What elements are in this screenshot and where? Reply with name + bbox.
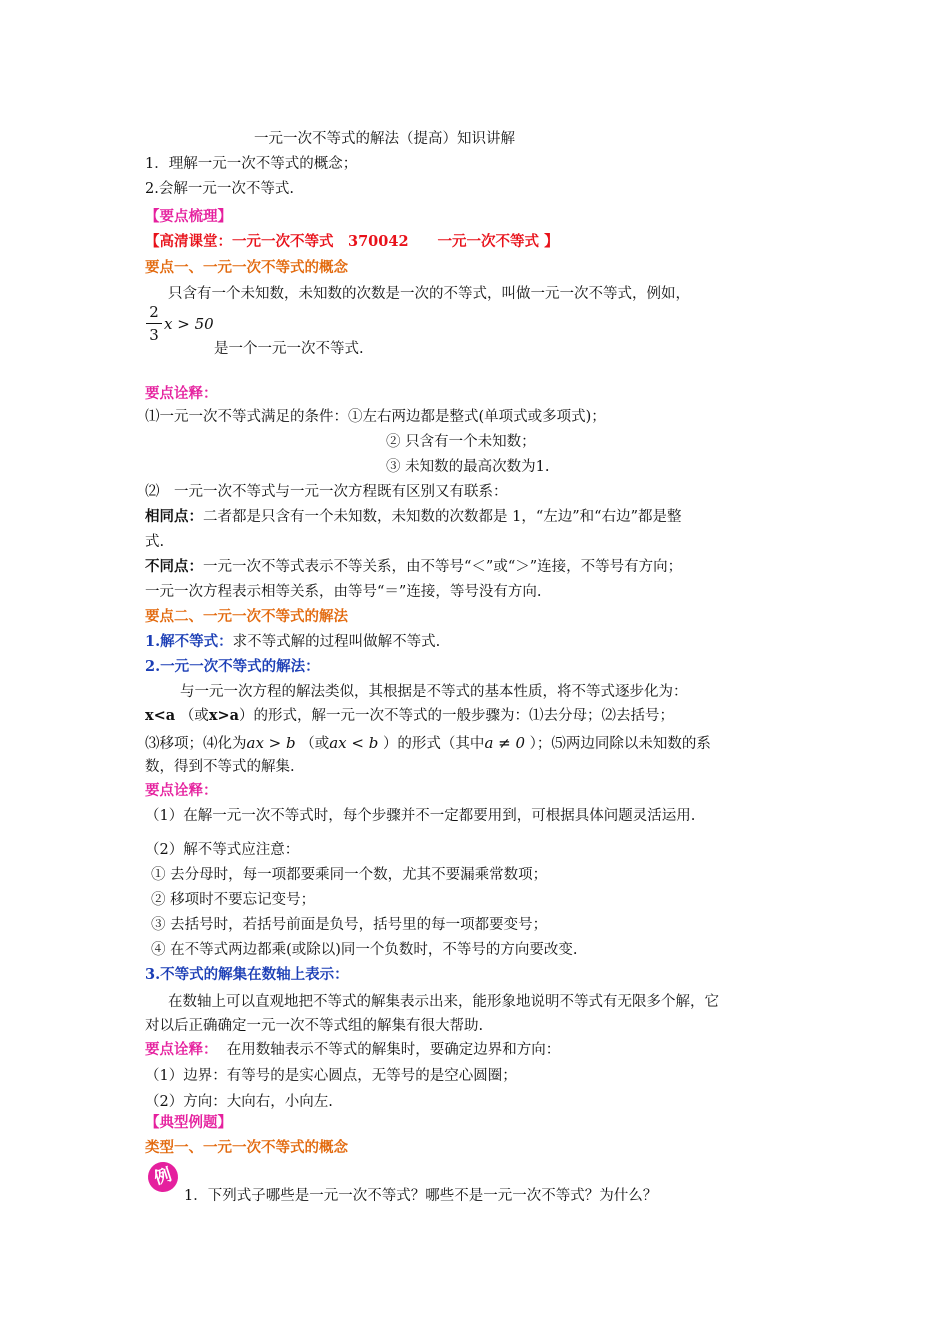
goal-2: 2.会解一元一次不等式. bbox=[145, 181, 294, 197]
method-steps-text: ）的形式，解一元一次不等式的一般步骤为：⑴去分母；⑵去括号； bbox=[239, 708, 675, 724]
note1-b: ② 只含有一个未知数； bbox=[386, 434, 536, 450]
method-label: 2.一元一次不等式的解法： bbox=[145, 658, 320, 675]
question-1: 1．下列式子哪些是一元一次不等式？哪些不是一元一次不等式？为什么？ bbox=[184, 1188, 658, 1204]
fraction-bar bbox=[146, 323, 162, 324]
method-forms-line bbox=[145, 706, 674, 726]
diff-text-cont: 一元一次方程表示相等关系，由等号“＝”连接，等号没有方向. bbox=[145, 584, 542, 600]
same-label: 相同点： bbox=[145, 508, 203, 525]
method-text: 与一元一次方程的解法类似，其根据是不等式的基本性质，将不等式逐步化为： bbox=[180, 684, 688, 700]
expr-x-gt-a: x>a bbox=[208, 707, 240, 724]
note-n3a: （1）边界：有等号的是实心圆点，无等号的是空心圆圈； bbox=[145, 1068, 517, 1084]
example-inequality: x > 50 bbox=[164, 315, 214, 333]
n3-line bbox=[145, 1040, 560, 1060]
note-n2c: ③ 去括号时，若括号前面是负号，括号里的每一项都要变号； bbox=[151, 917, 548, 933]
solve-def-text: 求不等式解的过程叫做解不等式. bbox=[232, 634, 441, 650]
n3-text: 在用数轴表示不等式的解集时，要确定边界和方向： bbox=[226, 1042, 561, 1058]
note2: ⑵ 一元一次不等式与一元一次方程既有区别又有联系： bbox=[145, 484, 508, 500]
method-last: 数，得到不等式的解集. bbox=[145, 759, 295, 775]
note-n1: （1）在解一元一次不等式时，每个步骤并不一定都要用到，可根据具体问题灵活运用. bbox=[145, 808, 696, 824]
page-title: 一元一次不等式的解法（提高）知识讲解 bbox=[254, 131, 515, 147]
point1-note-title: 要点诠释： bbox=[145, 385, 218, 402]
point2-title: 要点二、一元一次不等式的解法 bbox=[145, 608, 348, 625]
steps-a: ⑶移项；⑷化为 bbox=[145, 736, 247, 752]
expr-x-lt-a: x<a bbox=[145, 707, 176, 724]
solve-def-label: 1.解不等式： bbox=[145, 633, 233, 650]
expr-ax-lt-b: ax < b bbox=[329, 734, 379, 752]
hd-class-banner: 【高清课堂：一元一次不等式 370042 一元一次不等式 】 bbox=[145, 233, 559, 250]
note-n3b: （2）方向：大向右，小向左. bbox=[145, 1094, 333, 1110]
examples-header: 【典型例题】 bbox=[145, 1114, 232, 1131]
goal-1: 1．理解一元一次不等式的概念； bbox=[145, 156, 358, 172]
note-n2d: ④ 在不等式两边都乘(或除以)同一个负数时，不等号的方向要改变. bbox=[151, 942, 578, 958]
n3-title: 要点诠释： bbox=[145, 1041, 218, 1058]
expr-a-ne-0: a ≠ 0 bbox=[484, 734, 526, 752]
solve-def-line bbox=[145, 632, 440, 652]
number-line-text-cont: 对以后正确确定一元一次不等式组的解集有很大帮助. bbox=[145, 1018, 484, 1034]
note1-c: ③ 未知数的最高次数为1. bbox=[386, 459, 550, 475]
or-text-2: （或 bbox=[300, 736, 330, 752]
key-points-header: 【要点梳理】 bbox=[145, 208, 232, 225]
fraction-numerator: 2 bbox=[149, 303, 159, 321]
fraction-denominator: 3 bbox=[149, 326, 159, 344]
example-badge-icon: 例 bbox=[144, 1158, 182, 1196]
diff-point-line bbox=[145, 557, 682, 577]
same-point-line bbox=[145, 507, 681, 527]
note-n2b: ② 移项时不要忘记变号； bbox=[151, 892, 316, 908]
or-text-1: （或 bbox=[179, 708, 209, 724]
point1-title: 要点一、一元一次不等式的概念 bbox=[145, 259, 348, 276]
number-line-label: 3.不等式的解集在数轴上表示： bbox=[145, 966, 349, 983]
mid-text: ）的形式（其中 bbox=[382, 736, 485, 752]
method-steps-line bbox=[145, 733, 711, 754]
point1-text: 只含有一个未知数，未知数的次数是一次的不等式，叫做一元一次不等式，例如， bbox=[168, 286, 690, 302]
end-text: ）；⑸两边同除以未知数的系 bbox=[529, 736, 711, 752]
diff-label: 不同点： bbox=[145, 558, 203, 575]
note-n2: （2）解不等式应注意： bbox=[145, 842, 300, 858]
note1-a: ⑴一元一次不等式满足的条件：①左右两边都是整式(单项式或多项式)； bbox=[145, 409, 606, 425]
fraction-two-thirds bbox=[146, 303, 162, 344]
same-text-cont: 式. bbox=[145, 534, 165, 550]
same-text: 二者都是只含有一个未知数，未知数的次数都是 1，“左边”和“右边”都是整 bbox=[203, 509, 682, 525]
point2-note-title: 要点诠释： bbox=[145, 782, 218, 799]
expr-ax-gt-b: ax > b bbox=[246, 734, 296, 752]
note-n2a: ① 去分母时，每一项都要乘同一个数，尤其不要漏乘常数项； bbox=[151, 867, 548, 883]
type1-title: 类型一、一元一次不等式的概念 bbox=[145, 1139, 348, 1156]
diff-text: 一元一次不等式表示不等关系，由不等号“＜”或“＞”连接，不等号有方向； bbox=[203, 559, 683, 575]
point1-tail: 是一个一元一次不等式. bbox=[214, 341, 364, 357]
number-line-text: 在数轴上可以直观地把不等式的解集表示出来，能形象地说明不等式有无限多个解，它 bbox=[168, 994, 719, 1010]
